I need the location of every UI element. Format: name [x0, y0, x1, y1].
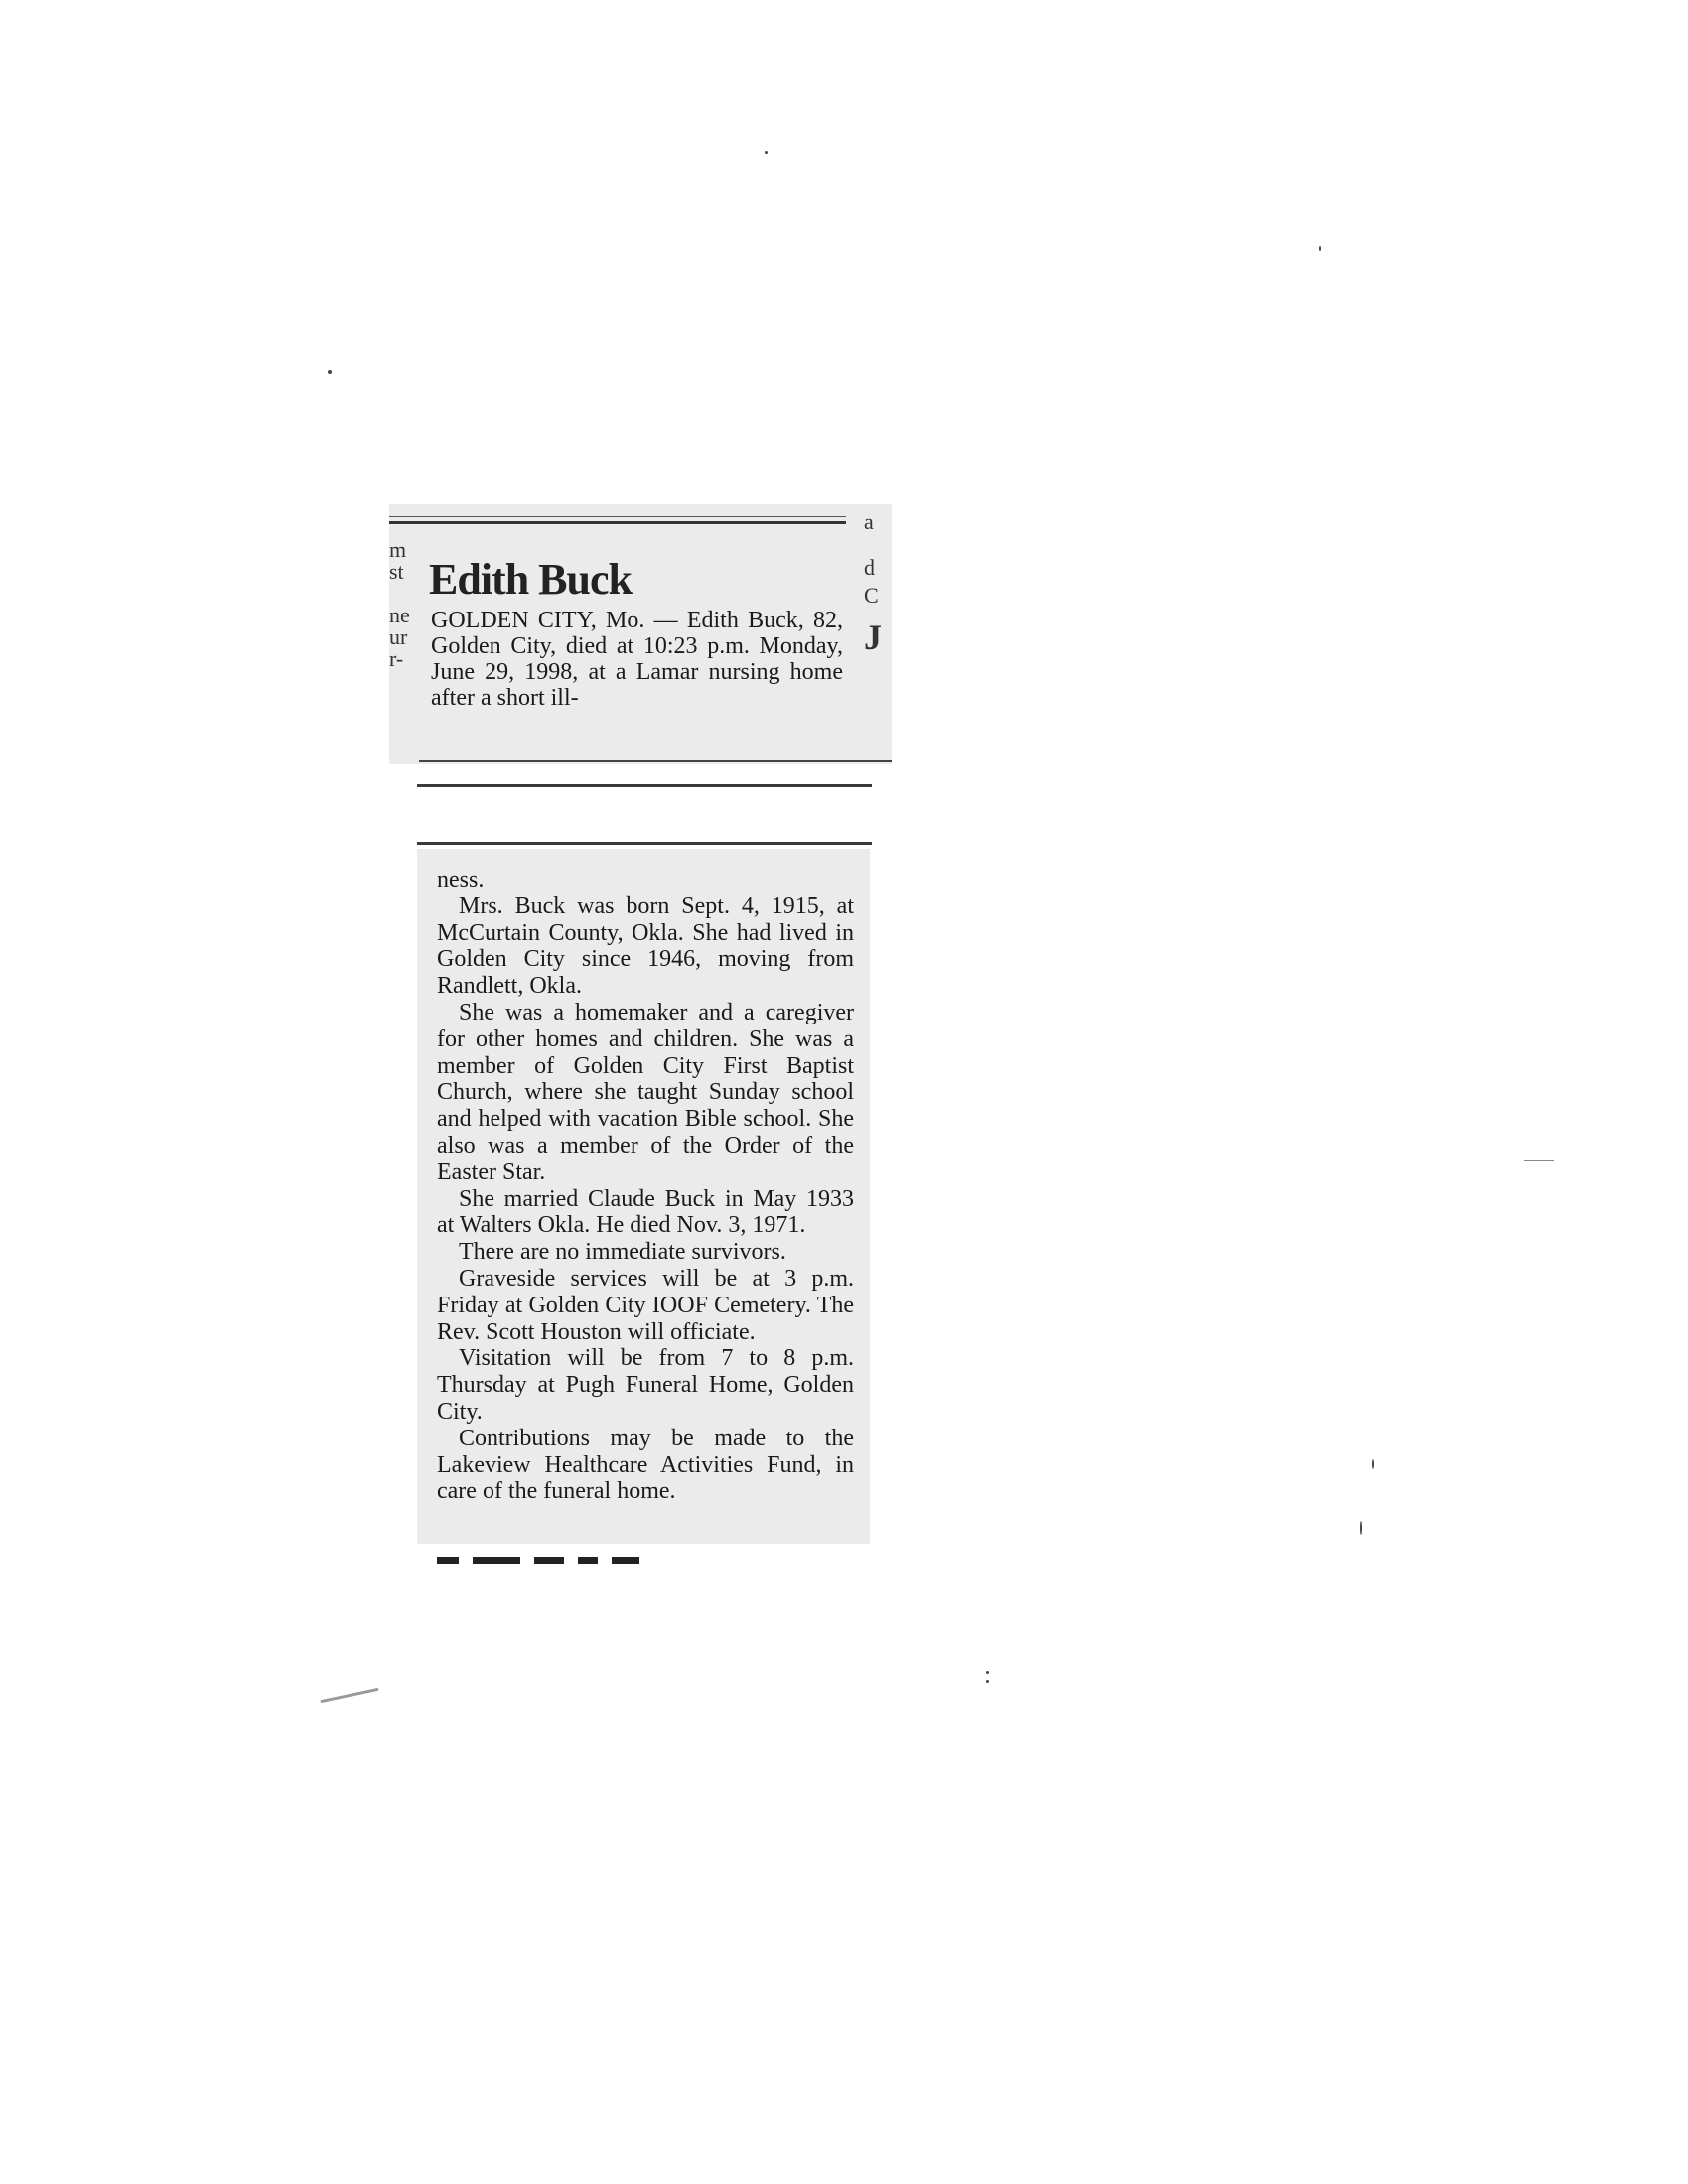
- separator-rule: [417, 842, 872, 845]
- next-headline-cut: [437, 1554, 854, 1564]
- separator-rule: [417, 784, 872, 787]
- obituary-paragraph: Visitation will be from 7 to 8 p.m. Thursday at Pugh Funeral Home, Golden City.: [437, 1345, 854, 1425]
- left-fragment: r-: [389, 646, 404, 671]
- bottom-rule: [419, 760, 892, 762]
- obituary-title: Edith Buck: [429, 555, 632, 604]
- obituary-paragraph: Contributions may be made to the Lakeview Healthcare Activities Fund, in care of the funeral home.: [437, 1425, 854, 1505]
- scan-smudge: [320, 1688, 378, 1703]
- scan-speck: [1360, 1521, 1362, 1535]
- left-fragment: m: [389, 537, 407, 562]
- top-rule: [389, 521, 846, 524]
- obituary-lead: GOLDEN CITY, Mo. — Edith Buck, 82, Golden City, died at 10:23 p.m. Monday, June 29, 1998, at a Lamar nursing home after a short ill-: [431, 608, 843, 711]
- left-fragment: ur: [389, 624, 408, 649]
- right-fragment: J: [864, 617, 882, 657]
- clipping-bottom: [417, 849, 870, 1544]
- scan-speck: [986, 1680, 989, 1683]
- obituary-paragraph: There are no immediate survivors.: [459, 1239, 786, 1266]
- scan-speck: [986, 1671, 989, 1674]
- right-fragment: d: [864, 555, 875, 580]
- obituary-paragraph: She was a homemaker and a caregiver for other homes and children. She was a member of Golden City First Baptist Church, where she taught Sunday school and helped with vacation Bible school. She also was a member of the Order of the Easter Star.: [437, 999, 854, 1185]
- obituary-paragraph: ness.: [437, 867, 485, 892]
- obituary-paragraph: Graveside services will be at 3 p.m. Friday at Golden City IOOF Cemetery. The Rev. Scott Houston will officiate.: [437, 1265, 854, 1345]
- obituary-paragraph: She married Claude Buck in May 1933 at Walters Okla. He died Nov. 3, 1971.: [437, 1185, 854, 1239]
- scan-speck: [1524, 1160, 1554, 1161]
- right-fragment: [864, 536, 892, 554]
- right-fragment: C: [864, 583, 879, 608]
- obituary-body: [437, 867, 854, 1505]
- obituary-paragraph: Mrs. Buck was born Sept. 4, 1915, at McCurtain County, Okla. She had lived in Golden City since 1946, moving from Randlett, Okla.: [437, 892, 854, 1000]
- left-column-fragments: [389, 536, 415, 671]
- right-column-fragments: [864, 508, 892, 657]
- left-fragment: st: [389, 559, 404, 584]
- clipping-top: [389, 504, 892, 764]
- scan-speck: [765, 151, 768, 154]
- scan-speck: [1319, 246, 1321, 251]
- right-fragment: a: [864, 509, 874, 534]
- left-fragment: ne: [389, 603, 410, 627]
- scan-speck: [1372, 1459, 1374, 1469]
- top-rule-thin: [389, 516, 846, 517]
- scan-speck: [328, 370, 332, 374]
